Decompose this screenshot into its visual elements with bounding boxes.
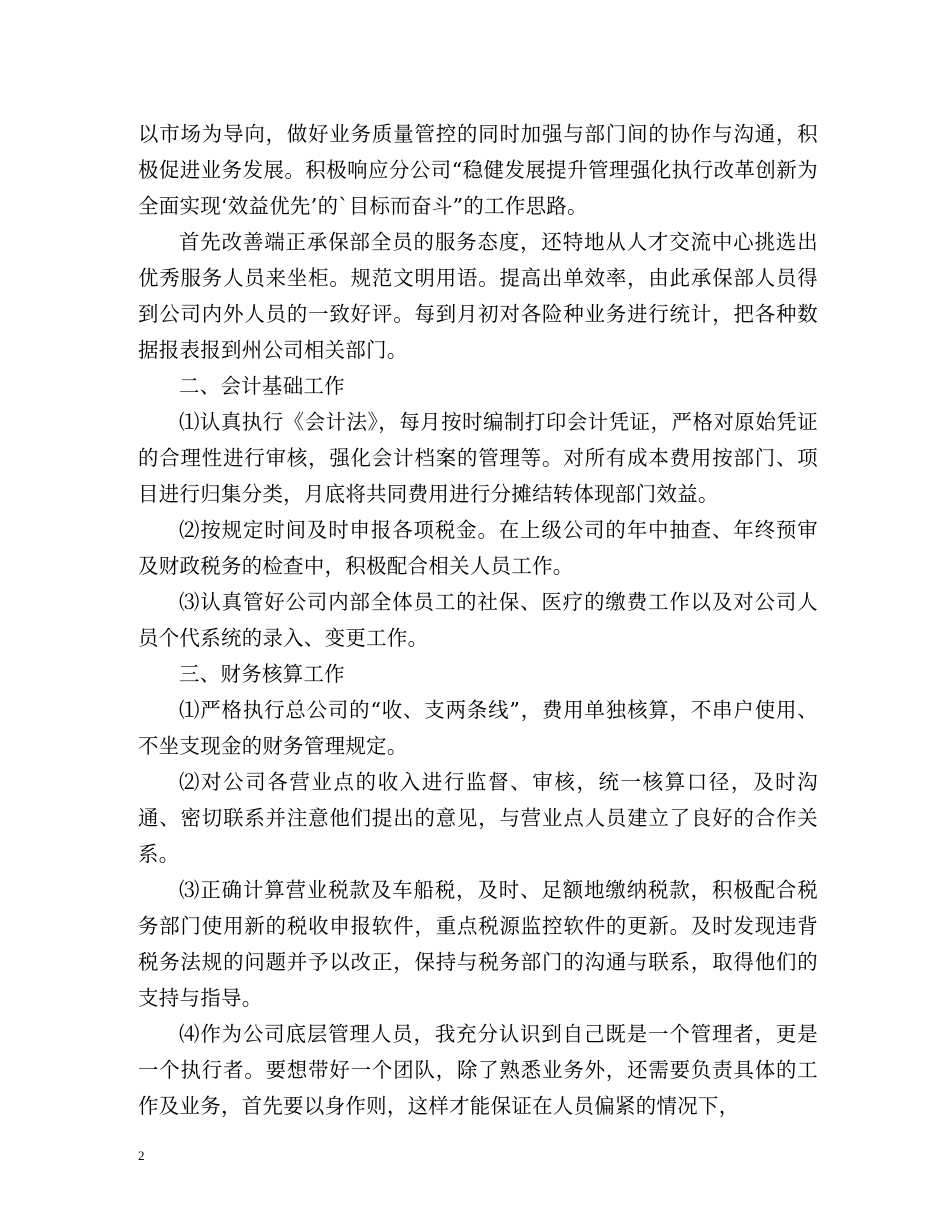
paragraph-accounting-item-2: ⑵按规定时间及时申报各项税金。在上级公司的年中抽查、年终预审及财政税务的检查中，积极配合相关人员工作。 <box>138 518 818 578</box>
section-heading-accounting-basics: 二、会计基础工作 <box>179 374 345 398</box>
paragraph-accounting-item-3: ⑶认真管好公司内部全体员工的社保、医疗的缴费工作以及对公司人员个代系统的录入、变更工作。 <box>138 590 818 650</box>
paragraph-financial-item-4: ⑷作为公司底层管理人员，我充分认识到自己既是一个管理者，更是一个执行者。要想带好一个团队，除了熟悉业务外，还需要负责具体的工作及业务，首先要以身作则，这样才能保证在人员偏紧的情况下， <box>138 1022 818 1118</box>
paragraph-intro-continuation: 以市场为导向，做好业务质量管控的同时加强与部门间的协作与沟通，积极促进业务发展。积极响应分公司“稳健发展提升管理强化执行改革创新为全面实现‘效益优先’的`目标而奋斗”的工作思路。 <box>138 122 818 218</box>
paragraph-financial-item-1: ⑴严格执行总公司的“收、支两条线”，费用单独核算，不串户使用、不坐支现金的财务管理规定。 <box>138 698 818 758</box>
section-heading-financial-accounting: 三、财务核算工作 <box>179 662 345 686</box>
paragraph-financial-item-3: ⑶正确计算营业税款及车船税，及时、足额地缴纳税款，积极配合税务部门使用新的税收申报软件，重点税源监控软件的更新。及时发现违背税务法规的问题并予以改正，保持与税务部门的沟通与联系，取得他们的支持与指导。 <box>138 878 818 1010</box>
document-body <box>138 116 818 1124</box>
paragraph-underwriting-service: 首先改善端正承保部全员的服务态度，还特地从人才交流中心挑选出优秀服务人员来坐柜。规范文明用语。提高出单效率，由此承保部人员得到公司内外人员的一致好评。每到月初对各险种业务进行统计，把各种数据报表报到州公司相关部门。 <box>138 230 818 362</box>
page-number: 2 <box>138 1148 145 1163</box>
paragraph-financial-item-2: ⑵对公司各营业点的收入进行监督、审核，统一核算口径，及时沟通、密切联系并注意他们提出的意见，与营业点人员建立了良好的合作关系。 <box>138 770 818 866</box>
paragraph-accounting-item-1: ⑴认真执行《会计法》，每月按时编制打印会计凭证，严格对原始凭证的合理性进行审核，强化会计档案的管理等。对所有成本费用按部门、项目进行归集分类，月底将共同费用进行分摊结转体现部门效益。 <box>138 410 818 506</box>
